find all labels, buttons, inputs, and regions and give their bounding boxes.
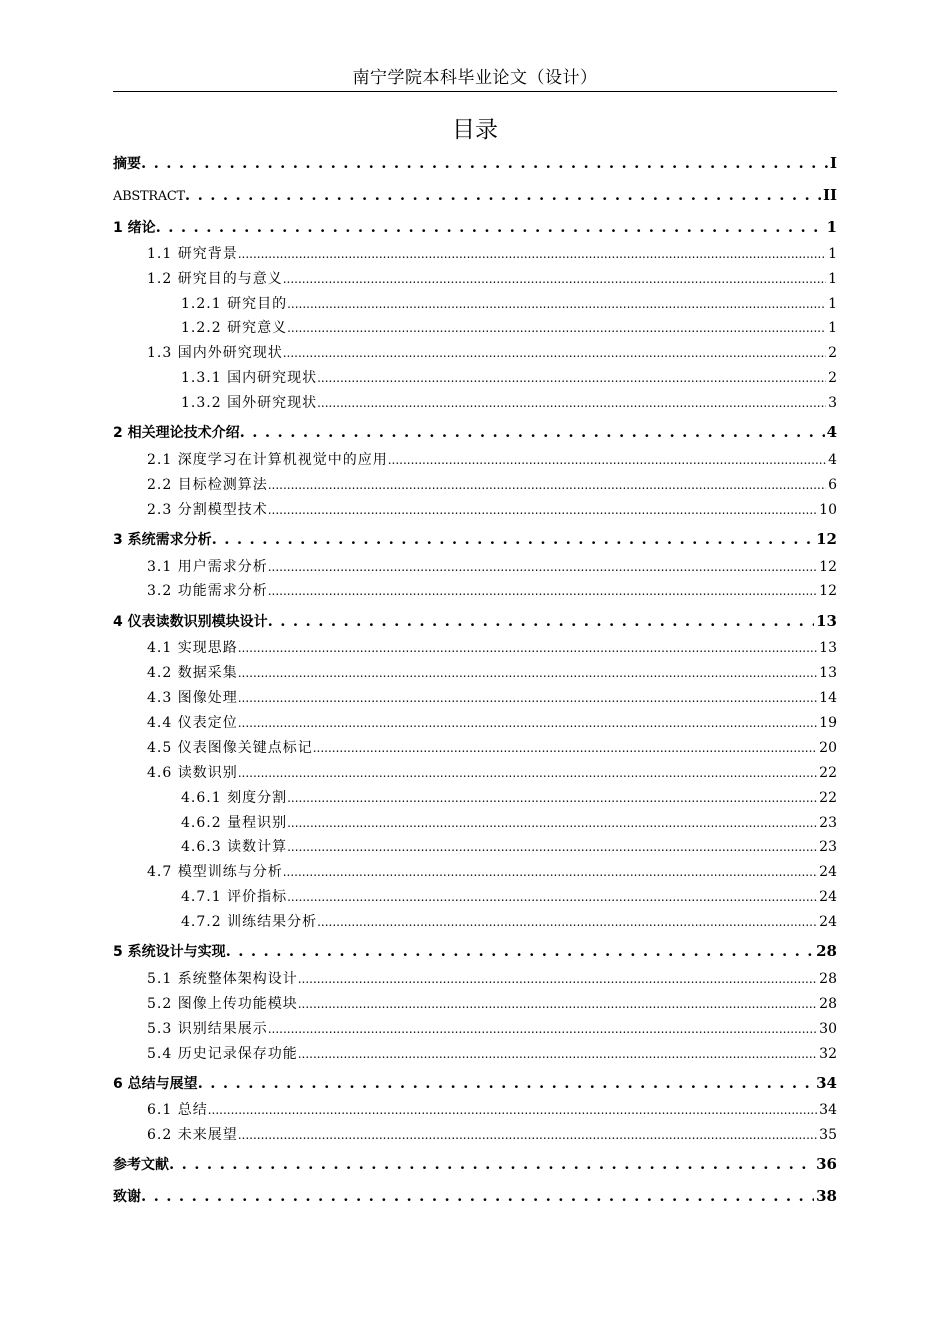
toc-entry-level-3[interactable] (181, 318, 837, 338)
dot-leader (238, 638, 817, 658)
header-divider (113, 91, 837, 92)
toc-entry-page-number: 4 (828, 452, 837, 468)
toc-entry-level-1[interactable] (113, 152, 837, 174)
toc-entry-level-2[interactable] (147, 244, 837, 264)
toc-entry-page-number: 32 (819, 1046, 837, 1062)
dot-leader (268, 475, 826, 495)
dot-leader (238, 713, 817, 733)
toc-entry-label: 4 仪表读数识别模块设计 (113, 614, 268, 630)
dot-leader (298, 1044, 817, 1064)
dot-leader (238, 244, 826, 264)
toc-entry-page-number: 24 (819, 889, 837, 905)
toc-entry-label: 1.2 研究目的与意义 (147, 271, 283, 287)
toc-entry-label: 摘要 (113, 156, 141, 172)
dot-leader (388, 450, 826, 470)
dot-leader (283, 862, 817, 882)
toc-entry-page-number: 28 (819, 971, 837, 987)
toc-entry-page-number: 13 (816, 612, 837, 630)
toc-entry-level-2[interactable] (147, 713, 837, 733)
dot-leader (268, 557, 817, 577)
toc-entry-label: 1.1 研究背景 (147, 246, 238, 262)
toc-entry-page-number: 2 (828, 370, 837, 386)
toc-entry-label: 6.1 总结 (147, 1102, 208, 1118)
dot-leader (185, 184, 821, 206)
toc-entry-label: 5.4 历史记录保存功能 (147, 1046, 298, 1062)
dot-leader (169, 1153, 814, 1175)
toc-entry-page-number: 36 (816, 1155, 837, 1173)
page-header: 南宁学院本科毕业论文（设计） (352, 68, 598, 88)
dot-leader (287, 837, 817, 857)
toc-entry-label: 4.6.2 量程识别 (181, 815, 288, 831)
toc-entry-label: 1.2.1 研究目的 (181, 296, 288, 312)
toc-entry-level-2[interactable] (147, 763, 837, 783)
toc-entry-page-number: I (829, 154, 837, 172)
toc-entry-label: 5.2 图像上传功能模块 (147, 996, 298, 1012)
toc-entry-page-number: 6 (828, 477, 837, 493)
dot-leader (287, 813, 817, 833)
toc-entry-label: 1.3.1 国内研究现状 (181, 370, 318, 386)
dot-leader (287, 887, 817, 907)
dot-leader (283, 343, 826, 363)
dot-leader (287, 318, 826, 338)
dot-leader (268, 610, 815, 632)
dot-leader (240, 421, 825, 443)
toc-entry-page-number: 28 (819, 996, 837, 1012)
dot-leader (212, 528, 815, 550)
toc-entry-level-3[interactable] (181, 912, 837, 932)
toc-entry-level-2[interactable] (147, 1100, 837, 1120)
toc-entry-level-2[interactable] (147, 862, 837, 882)
dot-leader (287, 788, 817, 808)
toc-entry-level-2[interactable] (147, 1125, 837, 1145)
toc-entry-page-number: 22 (819, 765, 837, 781)
toc-title: 目录 (452, 117, 498, 143)
toc-entry-level-1[interactable] (113, 1153, 837, 1175)
toc-entry-label: 6.2 未来展望 (147, 1127, 238, 1143)
toc-entry-level-1[interactable] (113, 1185, 837, 1207)
toc-entry-level-2[interactable] (147, 688, 837, 708)
dot-leader (317, 912, 817, 932)
toc-entry-page-number: 12 (819, 559, 837, 575)
toc-entry-label: ABSTRACT (113, 189, 185, 204)
toc-entry-page-number: 1 (828, 271, 837, 287)
toc-entry-level-3[interactable] (181, 837, 837, 857)
toc-entry-level-1[interactable] (113, 421, 837, 443)
toc-entry-page-number: 10 (819, 502, 837, 518)
toc-entry-label: 4.2 数据采集 (147, 665, 238, 681)
toc-entry-level-1[interactable] (113, 940, 837, 962)
dot-leader (287, 294, 826, 314)
toc-entry-label: 4.6 读数识别 (147, 765, 238, 781)
toc-entry-page-number: 38 (816, 1187, 837, 1205)
toc-entry-page-number: 23 (819, 839, 837, 855)
toc-entry-label: 4.1 实现思路 (147, 640, 238, 656)
toc-entry-page-number: 13 (819, 665, 837, 681)
toc-entry-page-number: 19 (819, 715, 837, 731)
toc-entry-level-3[interactable] (181, 788, 837, 808)
toc-entry-label: 参考文献 (113, 1157, 169, 1173)
toc-entry-page-number: 1 (826, 218, 837, 236)
dot-leader (238, 688, 817, 708)
toc-entry-page-number: 2 (828, 345, 837, 361)
toc-entry-label: 2 相关理论技术介绍 (113, 425, 240, 441)
toc-entry-level-1[interactable] (113, 1072, 837, 1094)
toc-entry-page-number: 35 (819, 1127, 837, 1143)
toc-entry-level-2[interactable] (147, 475, 837, 495)
toc-entry-page-number: 28 (816, 942, 837, 960)
toc-entry-page-number: 24 (819, 864, 837, 880)
toc-entry-level-1[interactable] (113, 610, 837, 632)
toc-entry-level-2[interactable] (147, 450, 837, 470)
toc-entry-level-2[interactable] (147, 663, 837, 683)
toc-entry-label: 3 系统需求分析 (113, 532, 212, 548)
dot-leader (298, 969, 817, 989)
toc-entry-level-2[interactable] (147, 994, 837, 1014)
toc-entry-label: 1.3 国内外研究现状 (147, 345, 283, 361)
toc-entry-page-number: II (822, 186, 837, 204)
dot-leader (141, 152, 828, 174)
toc-entry-label: 4.6.1 刻度分割 (181, 790, 288, 806)
toc-entry-label: 1.3.2 国外研究现状 (181, 395, 318, 411)
toc-entry-page-number: 1 (828, 296, 837, 312)
toc-entry-label: 1 绪论 (113, 220, 156, 236)
toc-entry-label: 4.5 仪表图像关键点标记 (147, 740, 313, 756)
toc-entry-page-number: 4 (826, 423, 837, 441)
toc-entry-label: 2.2 目标检测算法 (147, 477, 268, 493)
toc-entry-level-2[interactable] (147, 1019, 837, 1039)
toc-entry-label: 4.7 模型训练与分析 (147, 864, 283, 880)
toc-entry-level-1[interactable] (113, 528, 837, 550)
toc-entry-level-3[interactable] (181, 368, 837, 388)
toc-entry-level-2[interactable] (147, 969, 837, 989)
toc-entry-level-2[interactable] (147, 500, 837, 520)
dot-leader (208, 1100, 817, 1120)
toc-entry-page-number: 1 (828, 320, 837, 336)
dot-leader (317, 368, 826, 388)
toc-entry-page-number: 12 (819, 583, 837, 599)
dot-leader (198, 1072, 815, 1094)
toc-entry-level-1[interactable] (113, 216, 837, 238)
toc-entry-level-1[interactable] (113, 184, 837, 206)
toc-entry-label: 1.2.2 研究意义 (181, 320, 288, 336)
dot-leader (317, 393, 826, 413)
dot-leader (268, 581, 817, 601)
toc-entry-page-number: 34 (816, 1074, 837, 1092)
toc-entry-level-2[interactable] (147, 581, 837, 601)
toc-entry-page-number: 1 (828, 246, 837, 262)
dot-leader (141, 1185, 814, 1207)
toc-entry-level-3[interactable] (181, 294, 837, 314)
toc-entry-level-2[interactable] (147, 738, 837, 758)
toc-entry-label: 5.1 系统整体架构设计 (147, 971, 298, 987)
toc-entry-label: 致谢 (113, 1189, 141, 1205)
dot-leader (283, 269, 826, 289)
dot-leader (156, 216, 825, 238)
toc-entry-label: 3.2 功能需求分析 (147, 583, 268, 599)
toc-entry-level-3[interactable] (181, 813, 837, 833)
toc-entry-page-number: 30 (819, 1021, 837, 1037)
dot-leader (238, 763, 817, 783)
toc-entry-page-number: 34 (819, 1102, 837, 1118)
toc-entry-level-3[interactable] (181, 887, 837, 907)
toc-entry-page-number: 22 (819, 790, 837, 806)
toc-entry-label: 4.6.3 读数计算 (181, 839, 288, 855)
toc-entry-label: 2.1 深度学习在计算机视觉中的应用 (147, 452, 388, 468)
dot-leader (238, 1125, 817, 1145)
toc-entry-label: 4.7.2 训练结果分析 (181, 914, 318, 930)
toc-entry-page-number: 3 (828, 395, 837, 411)
toc-entry-label: 4.3 图像处理 (147, 690, 238, 706)
toc-entry-page-number: 24 (819, 914, 837, 930)
toc-entry-page-number: 23 (819, 815, 837, 831)
toc-entry-label: 5 系统设计与实现 (113, 944, 226, 960)
toc-entry-level-3[interactable] (181, 393, 837, 413)
toc-entry-level-2[interactable] (147, 269, 837, 289)
dot-leader (313, 738, 817, 758)
dot-leader (298, 994, 817, 1014)
toc-entry-page-number: 14 (819, 690, 837, 706)
toc-entry-label: 4.4 仪表定位 (147, 715, 238, 731)
toc-entry-label: 3.1 用户需求分析 (147, 559, 268, 575)
toc-entry-page-number: 12 (816, 530, 837, 548)
dot-leader (268, 500, 817, 520)
dot-leader (238, 663, 817, 683)
toc-entry-page-number: 20 (819, 740, 837, 756)
toc-entry-label: 5.3 识别结果展示 (147, 1021, 268, 1037)
toc-entry-page-number: 13 (819, 640, 837, 656)
toc-entry-level-2[interactable] (147, 1044, 837, 1064)
dot-leader (268, 1019, 817, 1039)
toc-entry-label: 6 总结与展望 (113, 1076, 198, 1092)
toc-entry-label: 2.3 分割模型技术 (147, 502, 268, 518)
dot-leader (226, 940, 815, 962)
toc-entry-level-2[interactable] (147, 638, 837, 658)
toc-entry-level-2[interactable] (147, 557, 837, 577)
toc-entry-label: 4.7.1 评价指标 (181, 889, 288, 905)
toc-entry-level-2[interactable] (147, 343, 837, 363)
